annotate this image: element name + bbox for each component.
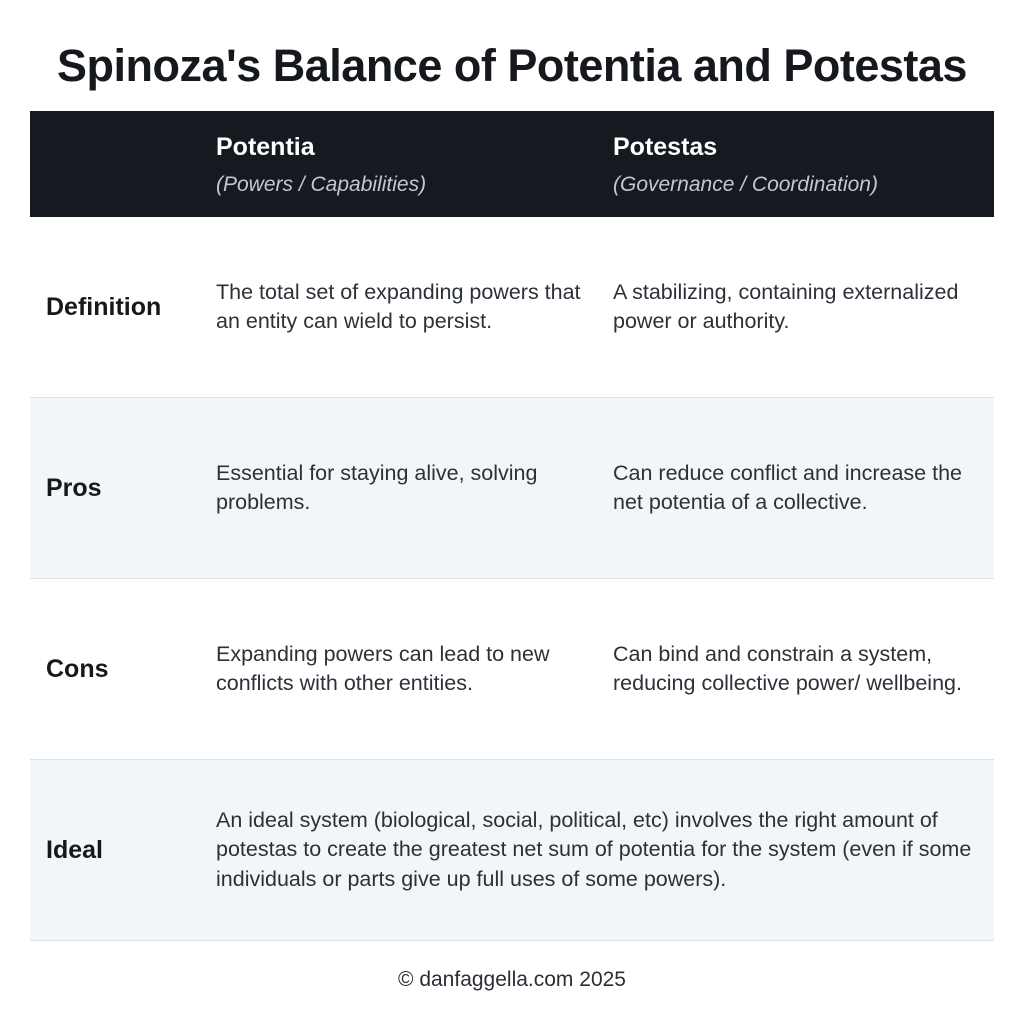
column-title-potentia: Potentia (216, 133, 315, 161)
row-pros (30, 398, 994, 579)
row-ideal (30, 760, 994, 941)
column-header-potentia (216, 131, 426, 199)
cell-cons-potentia: Expanding powers can lead to new conflicts with other entities. (216, 641, 550, 695)
comparison-table (30, 111, 994, 941)
cell-pros-potestas: Can reduce conflict and increase the net potentia of a collective. (613, 460, 962, 514)
column-header-potestas (613, 131, 878, 199)
table-header (30, 111, 994, 217)
row-label-ideal: Ideal (46, 835, 103, 864)
row-definition (30, 217, 994, 398)
column-subtitle-potentia: (Powers / Capabilities) (216, 173, 427, 196)
cell-cons-potestas: Can bind and constrain a system, reducing collective power/ wellbeing. (613, 641, 962, 695)
page-title: Spinoza's Balance of Potentia and Potestas (57, 40, 967, 91)
row-label-cons: Cons (46, 654, 109, 683)
cell-definition-potestas: A stabilizing, containing externalized power or authority. (613, 279, 959, 333)
copyright-footer: © danfaggella.com 2025 (398, 968, 626, 991)
cell-ideal-text: An ideal system (biological, social, political, etc) involves the right amount of potestas to create the greatest net sum of potentia for the system (even if some individuals or parts give up full uses of some powers). (216, 807, 972, 891)
row-cons (30, 579, 994, 760)
row-label-definition: Definition (46, 292, 162, 321)
cell-definition-potentia: The total set of expanding powers that an entity can wield to persist. (216, 279, 581, 333)
row-label-pros: Pros (46, 473, 102, 502)
cell-pros-potentia: Essential for staying alive, solving problems. (216, 460, 538, 514)
column-title-potestas: Potestas (613, 133, 718, 161)
column-subtitle-potestas: (Governance / Coordination) (613, 173, 878, 196)
